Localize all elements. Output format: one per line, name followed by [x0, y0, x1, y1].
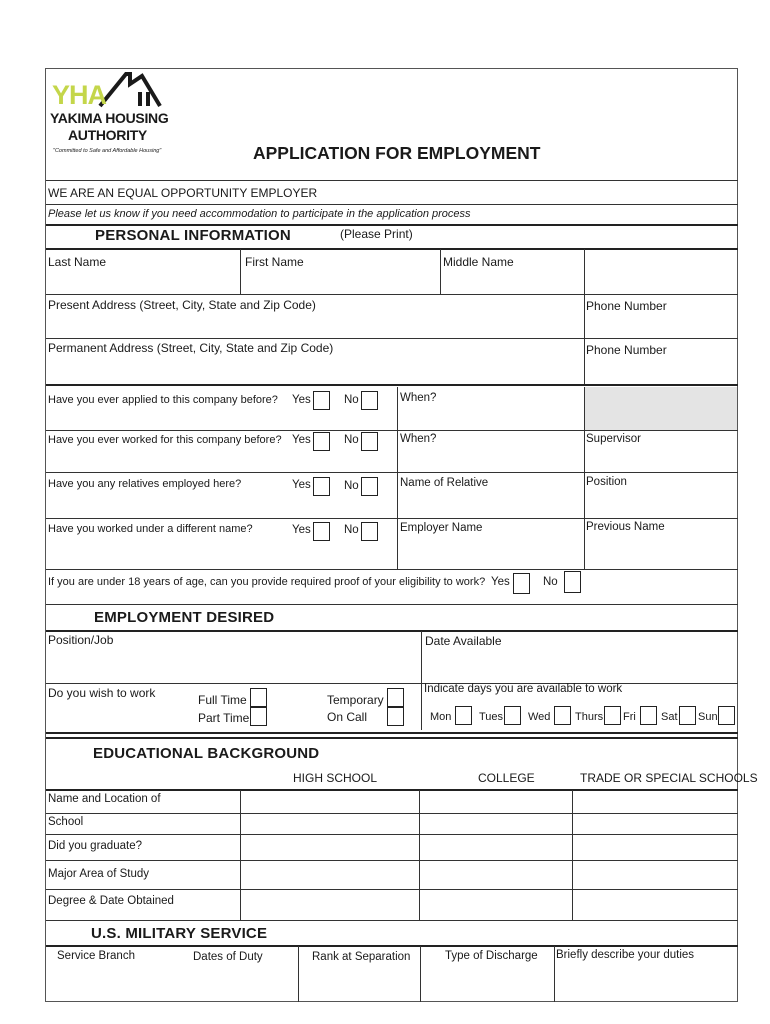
- col-high-school: HIGH SCHOOL: [293, 771, 378, 785]
- q2-label: Have you ever worked for this company before?: [48, 434, 282, 446]
- mil-rank-label[interactable]: Rank at Separation: [312, 951, 411, 963]
- edu-school-label: School: [48, 816, 84, 828]
- part-time-label: Part Time: [198, 711, 250, 725]
- q3-no-label: No: [344, 480, 359, 492]
- q5-label: If you are under 18 years of age, can you provide required proof of your eligibility to work?: [48, 576, 486, 588]
- day-thurs-label: Thurs: [575, 711, 604, 723]
- logo-line2: AUTHORITY: [68, 127, 147, 143]
- q3-label: Have you any relatives employed here?: [48, 478, 242, 490]
- temporary-checkbox[interactable]: [387, 688, 404, 707]
- q5-no-checkbox[interactable]: [564, 571, 581, 593]
- q2-when-label[interactable]: When?: [400, 433, 437, 445]
- q4-yes-checkbox[interactable]: [313, 522, 330, 541]
- q2-yes-label: Yes: [292, 434, 311, 446]
- day-sat-label: Sat: [661, 711, 678, 723]
- on-call-checkbox[interactable]: [387, 707, 404, 726]
- present-address-label[interactable]: Present Address (Street, City, State and Zip Code): [48, 298, 316, 312]
- temporary-label: Temporary: [327, 693, 384, 707]
- q3-yes-label: Yes: [292, 479, 311, 491]
- q4-previous-name-label[interactable]: Previous Name: [586, 521, 665, 533]
- days-available-label: Indicate days you are available to work: [424, 683, 623, 695]
- day-mon-checkbox[interactable]: [455, 706, 472, 725]
- day-tues-checkbox[interactable]: [504, 706, 521, 725]
- day-mon-label: Mon: [430, 711, 452, 723]
- q2-yes-checkbox[interactable]: [313, 432, 330, 451]
- permanent-address-label[interactable]: Permanent Address (Street, City, State and Zip Code): [48, 341, 334, 355]
- wish-to-work-label: Do you wish to work: [48, 686, 156, 700]
- col-college: COLLEGE: [478, 771, 535, 785]
- q4-no-label: No: [344, 524, 359, 536]
- eeo-statement: WE ARE AN EQUAL OPPORTUNITY EMPLOYER: [48, 186, 318, 200]
- middle-name-label[interactable]: Middle Name: [443, 255, 514, 269]
- mil-dates-label[interactable]: Dates of Duty: [193, 951, 263, 963]
- page-title: APPLICATION FOR EMPLOYMENT: [253, 143, 541, 163]
- logo-line1: YAKIMA HOUSING: [50, 110, 169, 126]
- day-wed-label: Wed: [528, 711, 551, 723]
- q1-yes-checkbox[interactable]: [313, 391, 330, 410]
- q4-yes-label: Yes: [292, 524, 311, 536]
- q4-employer-label[interactable]: Employer Name: [400, 522, 483, 534]
- personal-heading: PERSONAL INFORMATION: [95, 227, 291, 244]
- day-fri-label: Fri: [623, 711, 636, 723]
- q1-yes-label: Yes: [292, 394, 311, 406]
- q1-no-label: No: [344, 394, 359, 406]
- edu-graduate-label: Did you graduate?: [48, 840, 142, 852]
- employment-heading: EMPLOYMENT DESIRED: [94, 609, 275, 626]
- education-heading: EDUCATIONAL BACKGROUND: [93, 745, 320, 762]
- full-time-label: Full Time: [198, 693, 247, 707]
- q3-no-checkbox[interactable]: [361, 477, 378, 496]
- date-available-label[interactable]: Date Available: [425, 634, 502, 648]
- part-time-checkbox[interactable]: [250, 707, 267, 726]
- last-name-label[interactable]: Last Name: [48, 255, 107, 269]
- on-call-label: On Call: [327, 710, 368, 724]
- first-name-label[interactable]: First Name: [245, 255, 304, 269]
- edu-major-label: Major Area of Study: [48, 868, 149, 880]
- logo: [50, 70, 170, 160]
- q1-no-checkbox[interactable]: [361, 391, 378, 410]
- q1-label: Have you ever applied to this company before?: [48, 394, 278, 406]
- day-sun-label: Sun: [698, 711, 718, 723]
- phone-number-1-label[interactable]: Phone Number: [586, 299, 667, 313]
- q2-no-checkbox[interactable]: [361, 432, 378, 451]
- mil-discharge-label[interactable]: Type of Discharge: [445, 950, 538, 962]
- q4-no-checkbox[interactable]: [361, 522, 378, 541]
- accommodation-note: Please let us know if you need accommodation to participate in the application process: [48, 208, 471, 220]
- q4-label: Have you worked under a different name?: [48, 523, 253, 535]
- logo-tagline: "Committed to Safe and Affordable Housing": [53, 148, 162, 154]
- q5-yes-checkbox[interactable]: [513, 573, 530, 594]
- q5-no-label: No: [543, 576, 558, 588]
- q2-no-label: No: [344, 434, 359, 446]
- q5-yes-label: Yes: [491, 576, 510, 588]
- day-tues-label: Tues: [479, 711, 504, 723]
- edu-name-location-label: Name and Location of: [48, 793, 161, 805]
- mil-branch-label[interactable]: Service Branch: [57, 950, 135, 962]
- phone-number-2-label[interactable]: Phone Number: [586, 343, 667, 357]
- q3-relative-label[interactable]: Name of Relative: [400, 477, 489, 489]
- q1-when-label[interactable]: When?: [400, 392, 437, 404]
- logo-mark: YHA: [52, 80, 107, 110]
- q3-position-label[interactable]: Position: [586, 476, 627, 488]
- day-fri-checkbox[interactable]: [640, 706, 657, 725]
- day-thurs-checkbox[interactable]: [604, 706, 621, 725]
- position-job-label[interactable]: Position/Job: [48, 633, 114, 647]
- day-wed-checkbox[interactable]: [554, 706, 571, 725]
- full-time-checkbox[interactable]: [250, 688, 267, 707]
- day-sat-checkbox[interactable]: [679, 706, 696, 725]
- house-roof-icon: [98, 70, 168, 110]
- print-note: (Please Print): [340, 227, 413, 241]
- q3-yes-checkbox[interactable]: [313, 477, 330, 496]
- military-heading: U.S. MILITARY SERVICE: [91, 925, 268, 942]
- mil-duties-label[interactable]: Briefly describe your duties: [556, 949, 695, 961]
- col-trade: TRADE OR SPECIAL SCHOOLS: [580, 771, 758, 785]
- day-sun-checkbox[interactable]: [718, 706, 735, 725]
- q2-supervisor-label[interactable]: Supervisor: [586, 433, 641, 445]
- edu-degree-label: Degree & Date Obtained: [48, 895, 174, 907]
